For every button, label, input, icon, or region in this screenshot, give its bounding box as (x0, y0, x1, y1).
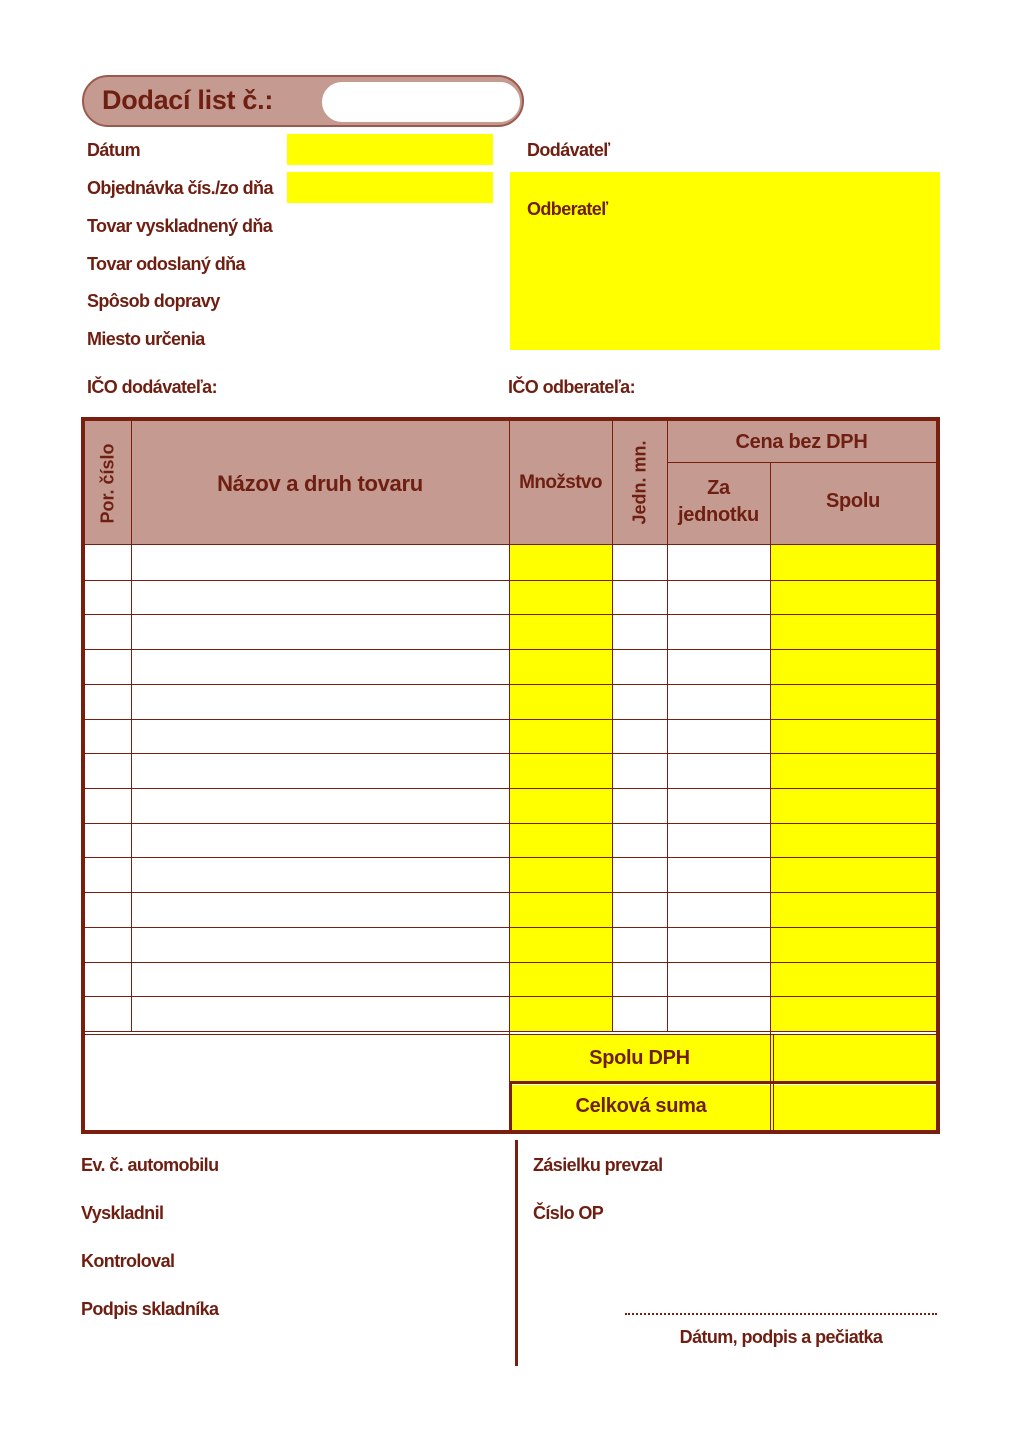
header-quantity: Množstvo (519, 472, 602, 493)
table-row (85, 753, 936, 754)
footer-car-number: Ev. č. automobilu (81, 1155, 219, 1175)
ico-customer-label: IČO odberateľa: (508, 377, 635, 397)
table-row (85, 927, 936, 928)
table-row (85, 719, 936, 720)
vat-total-label: Spolu DPH (589, 1047, 690, 1069)
footer-stocked-out-by: Vyskladnil (81, 1203, 164, 1223)
table-row (85, 892, 936, 893)
footer-received-by: Zásielku prevzal (533, 1155, 663, 1175)
header-total: Spolu (825, 490, 881, 512)
grand-total-label: Celková suma (575, 1095, 707, 1117)
ico-supplier-label: IČO dodávateľa: (87, 377, 217, 397)
customer-label: Odberateľ (527, 199, 608, 219)
table-row (85, 580, 936, 581)
field-label-stocked-out: Tovar vyskladnený dňa (87, 216, 273, 236)
table-row (85, 788, 936, 789)
header-unit-price-line2: jednotku (678, 504, 759, 526)
field-label-destination: Miesto určenia (87, 329, 205, 349)
header-price-group: Cena bez DPH (735, 431, 868, 453)
header-item-name: Názov a druh tovaru (217, 471, 423, 496)
signature-line[interactable] (625, 1312, 937, 1315)
field-label-date: Dátum (87, 140, 141, 160)
delivery-note-number-field[interactable] (321, 81, 521, 123)
items-table (81, 417, 940, 1134)
header-row-number: Por. číslo (97, 443, 118, 524)
signature-caption: Dátum, podpis a pečiatka (679, 1327, 883, 1347)
table-row (85, 962, 936, 963)
footer-storekeeper-signature: Podpis skladníka (81, 1299, 219, 1319)
footer-checked-by: Kontroloval (81, 1251, 175, 1271)
date-field[interactable] (287, 134, 493, 165)
order-field[interactable] (287, 172, 493, 203)
table-row (85, 857, 936, 858)
table-row (85, 823, 936, 824)
header-unit-price-line1: Za (707, 477, 730, 499)
supplier-label: Dodávateľ (527, 140, 610, 160)
footer-divider (515, 1140, 518, 1366)
table-row (85, 684, 936, 685)
field-label-order: Objednávka čís./zo dňa (87, 178, 273, 198)
footer-id-number: Číslo OP (533, 1203, 604, 1223)
table-row (85, 996, 936, 997)
field-label-shipped: Tovar odoslaný dňa (87, 254, 245, 274)
header-unit: Jedn. mn. (629, 440, 650, 525)
table-row (85, 614, 936, 615)
table-rows (85, 545, 936, 1031)
field-label-transport: Spôsob dopravy (87, 291, 220, 311)
table-row (85, 649, 936, 650)
document-title: Dodací list č.: (102, 85, 274, 115)
